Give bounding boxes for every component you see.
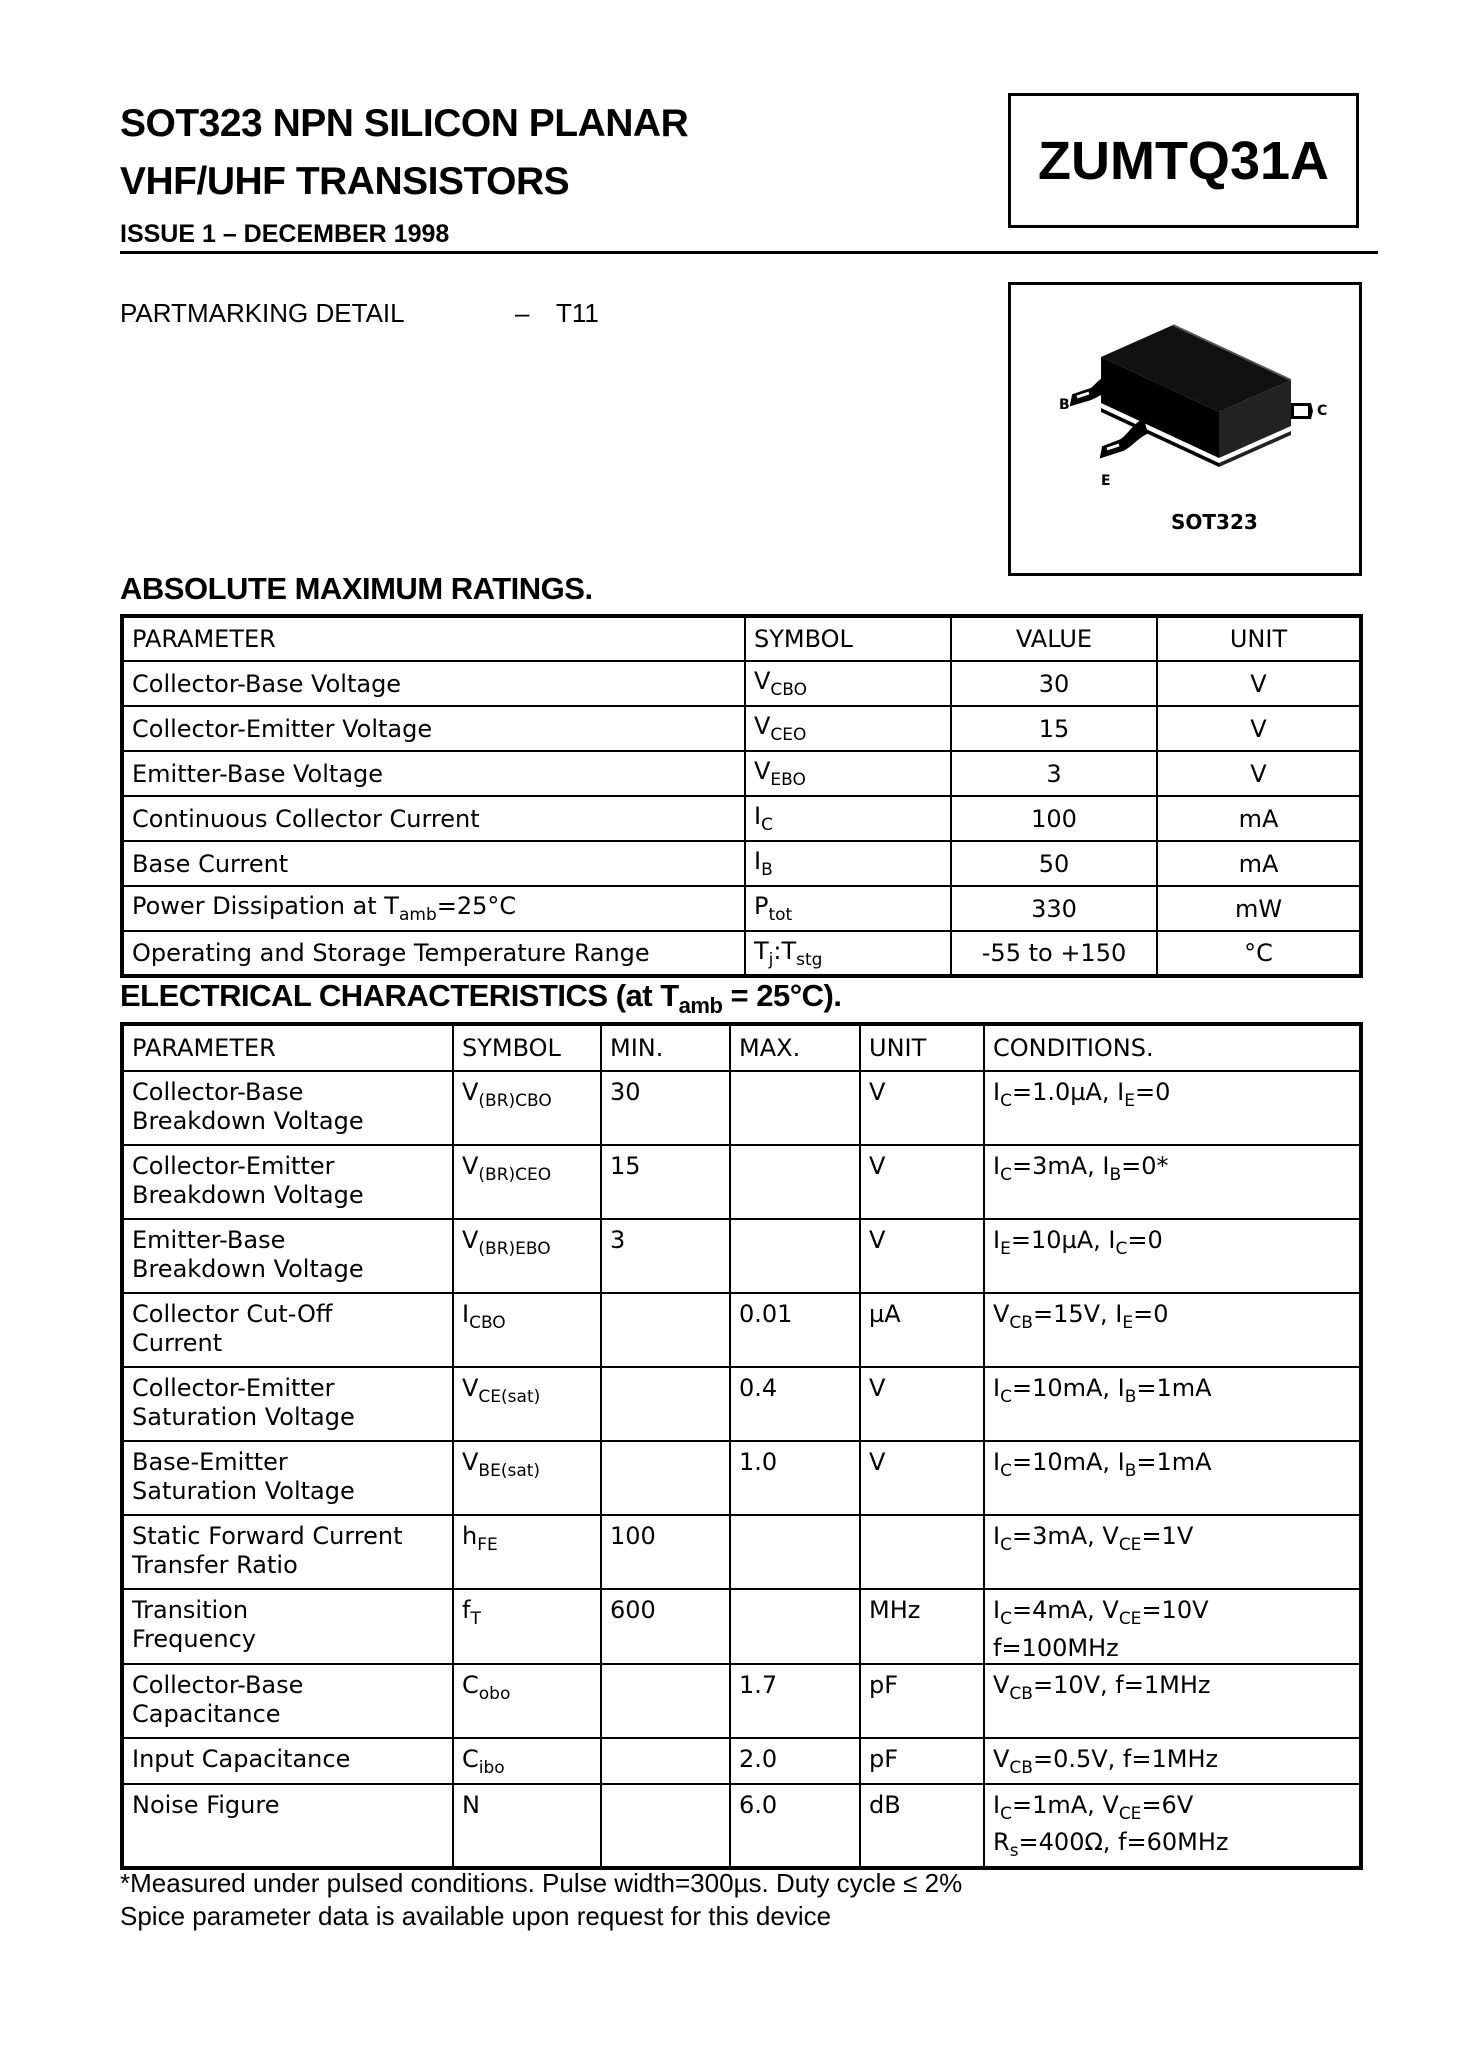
conditions-text: =1mA bbox=[1136, 1374, 1212, 1402]
table-row bbox=[122, 841, 1361, 886]
abs-max-heading: ABSOLUTE MAXIMUM RATINGS. bbox=[120, 571, 593, 606]
conditions-line bbox=[993, 1448, 1351, 1486]
min-cell: 100 bbox=[601, 1515, 730, 1589]
conditions-line bbox=[993, 1671, 1351, 1709]
symbol-subscript: CEO bbox=[770, 724, 807, 745]
symbol-text: V bbox=[754, 712, 771, 741]
parameter-line-2: Saturation Voltage bbox=[132, 1477, 355, 1505]
conditions-line bbox=[993, 1828, 1351, 1866]
value-cell: 100 bbox=[951, 796, 1157, 841]
symbol-text: T bbox=[754, 936, 769, 965]
pin-e-label: E bbox=[1101, 473, 1111, 489]
value-cell: 15 bbox=[951, 706, 1157, 751]
footnote-pulsed: *Measured under pulsed conditions. Pulse width=300µs. Duty cycle ≤ 2% bbox=[120, 1868, 963, 1898]
symbol-cell bbox=[453, 1664, 601, 1738]
parameter-cell bbox=[122, 751, 745, 796]
conditions-subscript: C bbox=[1000, 1534, 1012, 1555]
symbol-subscript: B bbox=[761, 859, 773, 880]
symbol-cell bbox=[453, 1145, 601, 1219]
parameter-cell bbox=[122, 931, 745, 976]
conditions-cell bbox=[984, 1219, 1361, 1293]
conditions-cell bbox=[984, 1784, 1361, 1869]
max-cell: 0.01 bbox=[730, 1293, 860, 1367]
conditions-text: I bbox=[993, 1078, 1001, 1106]
unit-cell: mA bbox=[1157, 796, 1361, 841]
issue-date: ISSUE 1 – DECEMBER 1998 bbox=[120, 220, 450, 248]
conditions-text: =10V, f=1MHz bbox=[1032, 1670, 1211, 1699]
conditions-subscript: CB bbox=[1009, 1757, 1033, 1778]
table-row bbox=[122, 931, 1361, 976]
conditions-text: =1mA bbox=[1136, 1448, 1212, 1476]
conditions-cell bbox=[984, 1071, 1361, 1145]
max-cell bbox=[730, 1071, 860, 1145]
footnote-spice: Spice parameter data is available upon request for this device bbox=[120, 1901, 832, 1931]
conditions-line bbox=[993, 1226, 1351, 1264]
conditions-text: R bbox=[993, 1828, 1010, 1857]
table-row bbox=[122, 706, 1361, 751]
parameter-text: Base Current bbox=[132, 849, 289, 878]
abs-max-table bbox=[120, 614, 1363, 978]
unit-cell: V bbox=[1157, 661, 1361, 706]
parameter-line-2: Transfer Ratio bbox=[132, 1551, 298, 1579]
parameter-line-1: Collector-Emitter bbox=[132, 1374, 335, 1402]
conditions-text: I bbox=[993, 1790, 1001, 1819]
value-cell: 330 bbox=[951, 886, 1157, 931]
column-header: UNIT bbox=[1157, 616, 1361, 661]
conditions-line bbox=[993, 1745, 1351, 1783]
value-cell: 50 bbox=[951, 841, 1157, 886]
conditions-text: I bbox=[993, 1226, 1001, 1254]
conditions-line bbox=[993, 1152, 1351, 1190]
parameter-line-1: Noise Figure bbox=[132, 1790, 280, 1819]
symbol-subscript: FE bbox=[477, 1534, 498, 1555]
column-header: VALUE bbox=[951, 616, 1157, 661]
parameter-cell bbox=[122, 1145, 453, 1219]
column-header: SYMBOL bbox=[453, 1024, 601, 1071]
parameter-cell bbox=[122, 1515, 453, 1589]
conditions-text: =3mA, I bbox=[1011, 1152, 1110, 1180]
value-cell: 3 bbox=[951, 751, 1157, 796]
conditions-subscript: C bbox=[1000, 1386, 1012, 1407]
unit-cell: pF bbox=[860, 1664, 984, 1738]
parameter-line-1: Base-Emitter bbox=[132, 1448, 288, 1476]
symbol-cell bbox=[453, 1071, 601, 1145]
conditions-subscript: C bbox=[1000, 1460, 1012, 1481]
symbol-text: I bbox=[754, 847, 762, 876]
partmarking-label: PARTMARKING DETAIL bbox=[120, 298, 405, 328]
column-header: UNIT bbox=[860, 1024, 984, 1071]
unit-cell: V bbox=[860, 1071, 984, 1145]
parameter-cell bbox=[122, 886, 745, 931]
elec-heading bbox=[120, 978, 841, 1019]
conditions-line bbox=[993, 1522, 1351, 1560]
max-cell: 1.7 bbox=[730, 1664, 860, 1738]
symbol-text: V bbox=[462, 1226, 479, 1254]
symbol-text: V bbox=[754, 757, 771, 786]
parameter-cell bbox=[122, 661, 745, 706]
conditions-text: =15V, I bbox=[1032, 1300, 1123, 1328]
pin-b-label: B bbox=[1059, 397, 1070, 413]
column-header: PARAMETER bbox=[122, 616, 745, 661]
table-row bbox=[122, 751, 1361, 796]
parameter-text: Emitter-Base Voltage bbox=[132, 759, 384, 788]
symbol-subscript: j bbox=[768, 949, 774, 970]
symbol-text: V bbox=[462, 1374, 479, 1402]
conditions-text: =0* bbox=[1121, 1152, 1169, 1180]
elec-heading-post: = 25°C). bbox=[722, 978, 842, 1013]
symbol-subscript: CBO bbox=[770, 679, 808, 700]
conditions-text: =3mA, V bbox=[1011, 1522, 1119, 1550]
table-row bbox=[122, 796, 1361, 841]
symbol-text: I bbox=[462, 1300, 470, 1328]
symbol-cell bbox=[453, 1367, 601, 1441]
symbol-subscript: ibo bbox=[478, 1757, 505, 1778]
parameter-text: Power Dissipation at T bbox=[132, 892, 399, 921]
min-cell bbox=[601, 1293, 730, 1367]
parameter-cell bbox=[122, 1738, 453, 1784]
column-header: SYMBOL bbox=[745, 616, 951, 661]
table-row bbox=[122, 661, 1361, 706]
conditions-text: =10mA, I bbox=[1011, 1448, 1125, 1476]
table-row bbox=[122, 1367, 1361, 1441]
conditions-line bbox=[993, 1078, 1351, 1116]
unit-cell: V bbox=[860, 1441, 984, 1515]
conditions-text: =10V bbox=[1141, 1596, 1209, 1624]
conditions-subscript: C bbox=[1115, 1238, 1128, 1259]
parameter-line-2: Saturation Voltage bbox=[132, 1403, 355, 1431]
min-cell: 3 bbox=[601, 1219, 730, 1293]
parameter-suffix: =25°C bbox=[436, 892, 517, 921]
max-cell bbox=[730, 1589, 860, 1664]
min-cell bbox=[601, 1664, 730, 1738]
symbol-cell bbox=[453, 1589, 601, 1664]
unit-cell: mA bbox=[1157, 841, 1361, 886]
column-header: MAX. bbox=[730, 1024, 860, 1071]
column-header: PARAMETER bbox=[122, 1024, 453, 1071]
conditions-subscript: E bbox=[1122, 1312, 1134, 1333]
conditions-subscript: E bbox=[1000, 1238, 1011, 1259]
conditions-subscript: s bbox=[1009, 1841, 1019, 1862]
symbol-subscript: (BR)CEO bbox=[478, 1164, 552, 1185]
symbol-cell bbox=[745, 706, 951, 751]
header-rule bbox=[120, 251, 1378, 254]
parameter-line-2: Breakdown Voltage bbox=[132, 1255, 364, 1283]
conditions-text: I bbox=[993, 1596, 1001, 1624]
parameter-cell bbox=[122, 706, 745, 751]
table-row bbox=[122, 1219, 1361, 1293]
conditions-text: =1mA, V bbox=[1011, 1790, 1119, 1819]
table-row bbox=[122, 1145, 1361, 1219]
unit-cell: V bbox=[860, 1367, 984, 1441]
symbol-cell bbox=[453, 1515, 601, 1589]
table-row bbox=[122, 1441, 1361, 1515]
parameter-line-2: Breakdown Voltage bbox=[132, 1107, 364, 1135]
symbol-subscript: CBO bbox=[469, 1312, 506, 1333]
conditions-cell bbox=[984, 1441, 1361, 1515]
parameter-line-1: Input Capacitance bbox=[132, 1744, 351, 1773]
parameter-line-1: Collector Cut-Off bbox=[132, 1300, 333, 1328]
parameter-text: Operating and Storage Temperature Range bbox=[132, 939, 650, 967]
conditions-cell bbox=[984, 1589, 1361, 1664]
parameter-text: Collector-Emitter Voltage bbox=[132, 714, 433, 743]
unit-cell: V bbox=[1157, 751, 1361, 796]
unit-cell bbox=[860, 1515, 984, 1589]
symbol-cell bbox=[745, 796, 951, 841]
footnotes bbox=[120, 1867, 962, 1933]
parameter-cell bbox=[122, 1219, 453, 1293]
symbol-cell bbox=[453, 1441, 601, 1515]
table-row bbox=[122, 1784, 1361, 1869]
symbol-cell bbox=[745, 661, 951, 706]
symbol-subscript: C bbox=[761, 814, 773, 835]
table-row bbox=[122, 1664, 1361, 1738]
table-row bbox=[122, 1589, 1361, 1664]
unit-cell: V bbox=[860, 1219, 984, 1293]
conditions-text: =10mA, I bbox=[1011, 1374, 1125, 1402]
elec-table bbox=[120, 1022, 1363, 1870]
table-row bbox=[122, 1515, 1361, 1589]
parameter-cell bbox=[122, 1784, 453, 1869]
symbol-text: C bbox=[462, 1744, 479, 1773]
unit-cell: V bbox=[1157, 706, 1361, 751]
symbol-subscript: CE(sat) bbox=[478, 1386, 541, 1407]
conditions-text: =400Ω, f=60MHz bbox=[1018, 1828, 1229, 1857]
symbol-mid: :T bbox=[773, 936, 797, 965]
parameter-line-1: Static Forward Current bbox=[132, 1522, 403, 1550]
parameter-cell bbox=[122, 841, 745, 886]
conditions-text: =0 bbox=[1135, 1078, 1171, 1106]
conditions-text: f=100MHz bbox=[993, 1633, 1119, 1662]
symbol-cell bbox=[745, 886, 951, 931]
max-cell: 0.4 bbox=[730, 1367, 860, 1441]
symbol-subscript: tot bbox=[768, 904, 793, 925]
conditions-line bbox=[993, 1596, 1351, 1634]
unit-cell: mW bbox=[1157, 886, 1361, 931]
max-cell bbox=[730, 1515, 860, 1589]
symbol-subscript: EBO bbox=[770, 769, 806, 790]
conditions-subscript: CE bbox=[1118, 1608, 1142, 1629]
parameter-subscript: amb bbox=[398, 904, 437, 925]
conditions-subscript: CB bbox=[1009, 1312, 1033, 1333]
unit-cell: dB bbox=[860, 1784, 984, 1869]
min-cell: 30 bbox=[601, 1071, 730, 1145]
symbol-text: V bbox=[462, 1152, 479, 1180]
max-cell: 2.0 bbox=[730, 1738, 860, 1784]
conditions-subscript: CE bbox=[1118, 1803, 1142, 1824]
symbol-cell bbox=[745, 841, 951, 886]
package-image-box bbox=[1008, 282, 1362, 576]
conditions-text: =4mA, V bbox=[1011, 1596, 1119, 1624]
conditions-subscript: CE bbox=[1118, 1534, 1142, 1555]
table-row bbox=[122, 1738, 1361, 1784]
table-header-row bbox=[122, 616, 1361, 661]
column-header: MIN. bbox=[601, 1024, 730, 1071]
elec-heading-pre: ELECTRICAL CHARACTERISTICS (at T bbox=[120, 978, 679, 1013]
title-line-1: SOT323 NPN SILICON PLANAR bbox=[120, 102, 689, 145]
symbol-text: I bbox=[754, 802, 762, 831]
conditions-text: =10µA, I bbox=[1010, 1226, 1116, 1254]
conditions-cell bbox=[984, 1515, 1361, 1589]
symbol-text: N bbox=[462, 1790, 480, 1819]
parameter-cell bbox=[122, 1367, 453, 1441]
partmarking-value: T11 bbox=[556, 298, 599, 328]
parameter-text: Collector-Base Voltage bbox=[132, 669, 402, 698]
conditions-subscript: C bbox=[1000, 1803, 1012, 1824]
symbol-subscript: T bbox=[470, 1608, 481, 1629]
parameter-cell bbox=[122, 796, 745, 841]
parameter-line-1: Transition bbox=[132, 1596, 249, 1624]
max-cell bbox=[730, 1219, 860, 1293]
symbol-cell bbox=[453, 1784, 601, 1869]
parameter-line-1: Collector-Base bbox=[132, 1078, 304, 1106]
conditions-cell bbox=[984, 1664, 1361, 1738]
parameter-cell bbox=[122, 1441, 453, 1515]
unit-cell: pF bbox=[860, 1738, 984, 1784]
parameter-line-1: Collector-Base bbox=[132, 1670, 304, 1699]
column-header: CONDITIONS. bbox=[984, 1024, 1361, 1071]
table-row bbox=[122, 886, 1361, 931]
conditions-text: I bbox=[993, 1522, 1001, 1550]
symbol-text: f bbox=[462, 1596, 471, 1624]
title-line-2: VHF/UHF TRANSISTORS bbox=[120, 160, 570, 203]
conditions-cell bbox=[984, 1367, 1361, 1441]
parameter-line-1: Emitter-Base bbox=[132, 1226, 286, 1254]
value-cell: 30 bbox=[951, 661, 1157, 706]
unit-cell: µA bbox=[860, 1293, 984, 1367]
parameter-cell bbox=[122, 1071, 453, 1145]
table-row bbox=[122, 1071, 1361, 1145]
conditions-cell bbox=[984, 1145, 1361, 1219]
min-cell bbox=[601, 1738, 730, 1784]
symbol-text: P bbox=[754, 892, 769, 921]
conditions-subscript: C bbox=[1000, 1164, 1012, 1185]
conditions-text: V bbox=[993, 1744, 1010, 1773]
max-cell: 1.0 bbox=[730, 1441, 860, 1515]
conditions-text: I bbox=[993, 1152, 1001, 1180]
symbol-subscript-2: stg bbox=[796, 949, 823, 970]
min-cell bbox=[601, 1784, 730, 1869]
table-header-row bbox=[122, 1024, 1361, 1071]
conditions-subscript: C bbox=[1000, 1090, 1012, 1111]
conditions-subscript: B bbox=[1124, 1386, 1137, 1407]
unit-cell: V bbox=[860, 1145, 984, 1219]
max-cell bbox=[730, 1145, 860, 1219]
symbol-cell bbox=[453, 1738, 601, 1784]
min-cell: 600 bbox=[601, 1589, 730, 1664]
conditions-text: I bbox=[993, 1448, 1001, 1476]
conditions-cell bbox=[984, 1293, 1361, 1367]
min-cell: 15 bbox=[601, 1145, 730, 1219]
part-number: ZUMTQ31A bbox=[1037, 130, 1329, 191]
symbol-subscript: (BR)EBO bbox=[478, 1238, 551, 1259]
unit-cell: MHz bbox=[860, 1589, 984, 1664]
symbol-text: C bbox=[462, 1670, 479, 1699]
conditions-line bbox=[993, 1791, 1351, 1829]
conditions-text: =1.0µA, I bbox=[1011, 1078, 1125, 1106]
symbol-text: V bbox=[754, 667, 771, 696]
parameter-line-2: Current bbox=[132, 1329, 223, 1357]
conditions-subscript: B bbox=[1124, 1460, 1137, 1481]
conditions-subscript: CB bbox=[1009, 1683, 1033, 1704]
parameter-cell bbox=[122, 1589, 453, 1664]
parameter-line-1: Collector-Emitter bbox=[132, 1152, 335, 1180]
symbol-cell bbox=[745, 931, 951, 976]
parameter-line-2: Frequency bbox=[132, 1625, 256, 1653]
conditions-text: V bbox=[993, 1300, 1010, 1328]
max-cell: 6.0 bbox=[730, 1784, 860, 1869]
conditions-text: =0 bbox=[1133, 1300, 1169, 1328]
table-row bbox=[122, 1293, 1361, 1367]
symbol-text: V bbox=[462, 1448, 479, 1476]
symbol-subscript: (BR)CBO bbox=[478, 1090, 552, 1111]
symbol-cell bbox=[453, 1293, 601, 1367]
symbol-text: V bbox=[462, 1078, 479, 1106]
parameter-line-2: Breakdown Voltage bbox=[132, 1181, 364, 1209]
partmarking-dash: – bbox=[515, 298, 530, 328]
conditions-subscript: B bbox=[1109, 1164, 1122, 1185]
unit-cell: °C bbox=[1157, 931, 1361, 976]
conditions-subscript: E bbox=[1124, 1090, 1136, 1111]
sot323-package-icon bbox=[1011, 285, 1359, 573]
parameter-cell bbox=[122, 1664, 453, 1738]
parameter-line-2: Capacitance bbox=[132, 1699, 281, 1728]
conditions-text: I bbox=[993, 1374, 1001, 1402]
part-number-box bbox=[1008, 93, 1359, 228]
conditions-subscript: C bbox=[1000, 1608, 1012, 1629]
package-caption: SOT323 bbox=[1171, 510, 1258, 534]
conditions-text: V bbox=[993, 1670, 1010, 1699]
value-cell: -55 to +150 bbox=[951, 931, 1157, 976]
conditions-line bbox=[993, 1634, 1351, 1663]
conditions-text: =1V bbox=[1141, 1522, 1194, 1550]
min-cell bbox=[601, 1367, 730, 1441]
symbol-subscript: obo bbox=[478, 1683, 511, 1704]
symbol-subscript: BE(sat) bbox=[478, 1460, 541, 1481]
conditions-text: =0 bbox=[1127, 1226, 1163, 1254]
conditions-line bbox=[993, 1300, 1351, 1338]
symbol-cell bbox=[453, 1219, 601, 1293]
parameter-cell bbox=[122, 1293, 453, 1367]
conditions-text: =6V bbox=[1141, 1790, 1194, 1819]
symbol-text: h bbox=[462, 1522, 478, 1550]
parameter-text: Continuous Collector Current bbox=[132, 804, 480, 833]
symbol-cell bbox=[745, 751, 951, 796]
elec-heading-sub: amb bbox=[678, 993, 723, 1019]
pin-c-label: C bbox=[1317, 403, 1328, 419]
conditions-cell bbox=[984, 1738, 1361, 1784]
conditions-line bbox=[993, 1374, 1351, 1412]
min-cell bbox=[601, 1441, 730, 1515]
conditions-text: =0.5V, f=1MHz bbox=[1032, 1744, 1219, 1773]
